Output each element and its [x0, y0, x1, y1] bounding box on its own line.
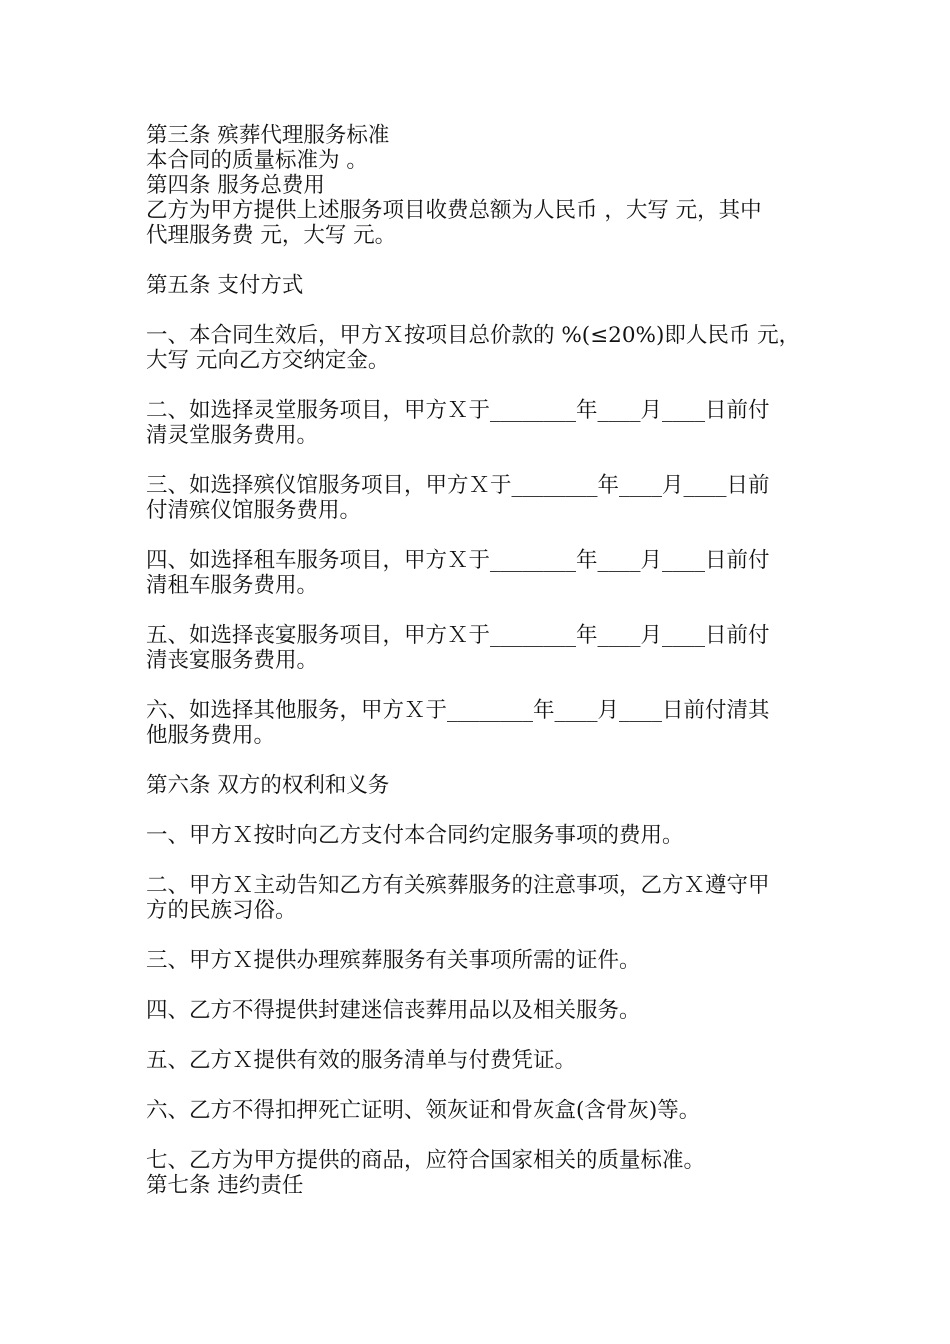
blank-line	[146, 523, 826, 548]
paragraph: 他服务费用。	[146, 723, 276, 748]
section-4-heading: 第四条 服务总费用	[146, 173, 325, 198]
blank-line	[146, 1073, 826, 1098]
paragraph: 清丧宴服务费用。	[146, 648, 319, 673]
blank-line	[146, 923, 826, 948]
paragraph: 方的民族习俗。	[146, 898, 297, 923]
paragraph: 代理服务费 元，大写 元。	[146, 223, 397, 248]
blank-line	[146, 673, 826, 698]
blank-line	[146, 848, 826, 873]
paragraph: 清租车服务费用。	[146, 573, 319, 598]
blank-line	[146, 298, 826, 323]
blank-line	[146, 373, 826, 398]
paragraph: 三、如选择殡仪馆服务项目，甲方Ｘ于________年____月____日前	[146, 473, 770, 498]
paragraph: 本合同的质量标准为 。	[146, 148, 368, 173]
section-7-heading: 第七条 违约责任	[146, 1173, 304, 1198]
blank-line	[146, 598, 826, 623]
paragraph: 四、乙方不得提供封建迷信丧葬用品以及相关服务。	[146, 998, 641, 1023]
section-3-heading: 第三条 殡葬代理服务标准	[146, 123, 390, 148]
paragraph: 一、甲方Ｘ按时向乙方支付本合同约定服务事项的费用。	[146, 823, 684, 848]
paragraph: 三、甲方Ｘ提供办理殡葬服务有关事项所需的证件。	[146, 948, 641, 973]
blank-line	[146, 798, 826, 823]
blank-line	[146, 1123, 826, 1148]
blank-line	[146, 248, 826, 273]
document-body	[146, 123, 826, 1198]
section-5-heading: 第五条 支付方式	[146, 273, 304, 298]
paragraph: 六、乙方不得扣押死亡证明、领灰证和骨灰盒(含骨灰)等。	[146, 1098, 701, 1123]
paragraph: 二、甲方Ｘ主动告知乙方有关殡葬服务的注意事项，乙方Ｘ遵守甲	[146, 873, 770, 898]
section-6-heading: 第六条 双方的权利和义务	[146, 773, 390, 798]
paragraph: 乙方为甲方提供上述服务项目收费总额为人民币 ，大写 元，其中	[146, 198, 762, 223]
paragraph: 五、乙方Ｘ提供有效的服务清单与付费凭证。	[146, 1048, 577, 1073]
blank-line	[146, 1023, 826, 1048]
paragraph: 五、如选择丧宴服务项目，甲方Ｘ于________年____月____日前付	[146, 623, 770, 648]
blank-line	[146, 448, 826, 473]
paragraph: 六、如选择其他服务，甲方Ｘ于________年____月____日前付清其	[146, 698, 770, 723]
blank-line	[146, 748, 826, 773]
paragraph: 七、乙方为甲方提供的商品，应符合国家相关的质量标准。	[146, 1148, 706, 1173]
paragraph: 清灵堂服务费用。	[146, 423, 319, 448]
paragraph: 四、如选择租车服务项目，甲方Ｘ于________年____月____日前付	[146, 548, 770, 573]
paragraph: 付清殡仪馆服务费用。	[146, 498, 362, 523]
paragraph: 一、本合同生效后，甲方Ｘ按项目总价款的 %(≤20%)即人民币 元，	[146, 323, 801, 348]
paragraph: 大写 元向乙方交纳定金。	[146, 348, 390, 373]
paragraph: 二、如选择灵堂服务项目，甲方Ｘ于________年____月____日前付	[146, 398, 770, 423]
blank-line	[146, 973, 826, 998]
